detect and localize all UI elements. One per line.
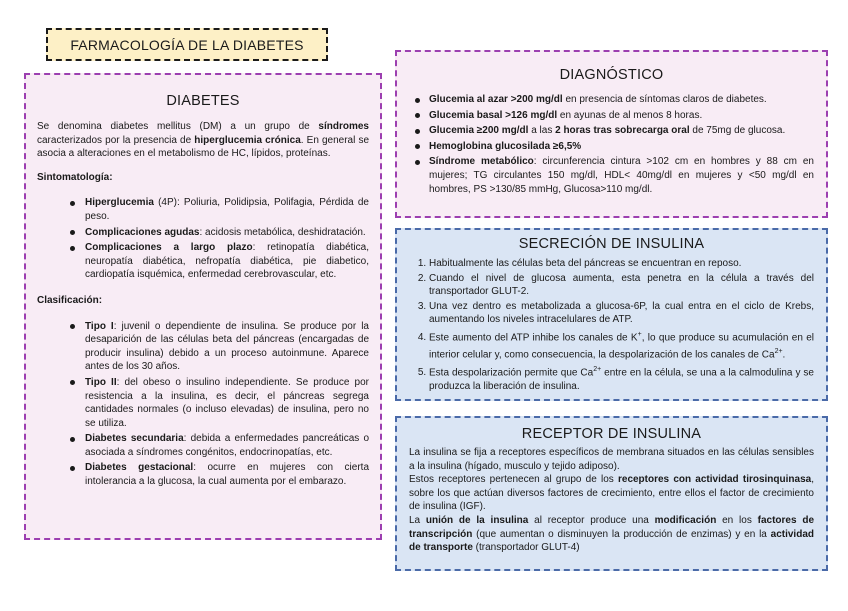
secrecion-step: 2. Cuando el nivel de glucosa aumenta, esta penetra en la célula a través del transportador GLUT-2.	[429, 272, 814, 299]
receptor-text	[409, 446, 814, 555]
diabetes-panel	[24, 73, 382, 540]
clasificacion-label: Clasificación:	[37, 294, 103, 306]
sintomatologia-item: Complicaciones a largo plazo: retinopatía diabética, neuropatía diabética, nefropatía diabética, pie diabetico, cardiopatía isquémica, enfermedad cerebrovascular, etc.	[85, 242, 369, 281]
clasificacion-item: Tipo II: del obeso o insulino independiente. Se produce por resistencia a la insulina, es decir, el páncreas segrega cantidades normales (o incluso elevadas) de insulina, pero no se utiliza.	[85, 376, 369, 429]
sintomatologia-list	[37, 196, 369, 282]
clasificacion-item: Diabetes gestacional: ocurre en mujeres con cierta intolerancia a la glucosa, la cual aumenta por el embarazo.	[85, 462, 370, 488]
secrecion-step: 4. Este aumento del ATP inhibe los canales de K+, lo que produce su acumulación en el interior celular y, como consecuencia, la despolarización de los canales de $Ca^{2+}$.	[429, 328, 814, 362]
receptor-heading: RECEPTOR DE INSULINA	[521, 426, 702, 442]
secrecion-list	[409, 257, 814, 393]
diagnostico-heading: DIAGNÓSTICO	[559, 67, 664, 83]
secrecion-step: 1. Habitualmente las células beta del páncreas se encuentran en reposo.	[429, 257, 814, 271]
secrecion-panel	[395, 228, 828, 401]
secrecion-step: 5. Esta despolarización permite que $Ca^{2+}$ entre en la célula, se una a la calmodulina y se produzca la liberación de insulina.	[429, 363, 814, 394]
clasificacion-list	[37, 320, 369, 489]
diagnostico-item: Hemoglobina glucosilada ≥6,5%	[429, 140, 814, 154]
diagnostico-panel	[395, 50, 828, 218]
sintomatologia-item: Complicaciones agudas: acidosis metabólica, deshidratación.	[85, 226, 369, 240]
clasificacion-item: Diabetes secundaria: debida a enfermedades pancreáticas o asociada a síndromes congénitos, endocrinopatías, etc.	[85, 433, 370, 458]
diagnostico-item: Síndrome metabólico: circunferencia cintura >102 cm en hombres y 88 cm en mujeres; TG circulantes 150 mg/dl, HDL< 40mg/dl en mujeres y <50 mg/dl en hombres, PS >130/85 mmHg, Glucosa>110 mg/dl.	[429, 156, 814, 195]
receptor-paragraph: La insulina se fija a receptores específicos de membrana situados en las células sensibles a la insulina (hígado, musculo y tejido adiposo).	[409, 447, 814, 472]
sintomatologia-item: Hiperglucemia (4P): Poliuria, Polidipsia, Polifagia, Pérdida de peso.	[85, 197, 369, 222]
receptor-paragraph: La unión de la insulina al receptor produce una modificación en los factores de transcripción (que aumentan o disminuyen la producción de enzimas) y en la actividad de transporte (transportador GLUT-4)	[409, 514, 814, 554]
receptor-paragraph: Estos receptores pertenecen al grupo de los receptores con actividad tirosinquinasa, sobre los que actúan diversos factores de crecimiento, entre ellos el factor de crecimiento de insulina (IGF).	[409, 474, 814, 513]
diagnostico-list	[409, 93, 814, 196]
sintomatologia-label: Sintomatología:	[37, 171, 113, 183]
diabetes-intro: Se denomina diabetes mellitus (DM) a un grupo de síndromes caracterizados por la presencia de hiperglucemia crónica. En general se asocia a alteraciones en el metabolismo de HC, lípidos, proteínas.	[37, 121, 370, 160]
diagnostico-item: Glucemia al azar >200 mg/dl en presencia de síntomas claros de diabetes.	[429, 93, 814, 107]
secrecion-step: 3. Una vez dentro es metabolizada a glucosa-6P, la cual entra en el ciclo de Krebs, aumentando los niveles intracelulares de ATP.	[429, 300, 814, 327]
main-title: FARMACOLOGÍA DE LA DIABETES	[46, 28, 328, 61]
diabetes-heading: DIABETES	[166, 93, 240, 109]
secrecion-heading: SECRECIÓN DE INSULINA	[518, 236, 705, 252]
receptor-panel	[395, 416, 828, 571]
diagnostico-item: Glucemia basal >126 mg/dl en ayunas de al menos 8 horas.	[429, 109, 814, 123]
clasificacion-item: Tipo I: juvenil o dependiente de insulina. Se produce por la desaparición de las células beta del páncreas (encargadas de producir insulina) debido a un proceso autoinmune. Aparece antes de los 30 años.	[85, 320, 369, 373]
diagnostico-item: Glucemia ≥200 mg/dl a las 2 horas tras sobrecarga oral de 75mg de glucosa.	[429, 124, 814, 138]
